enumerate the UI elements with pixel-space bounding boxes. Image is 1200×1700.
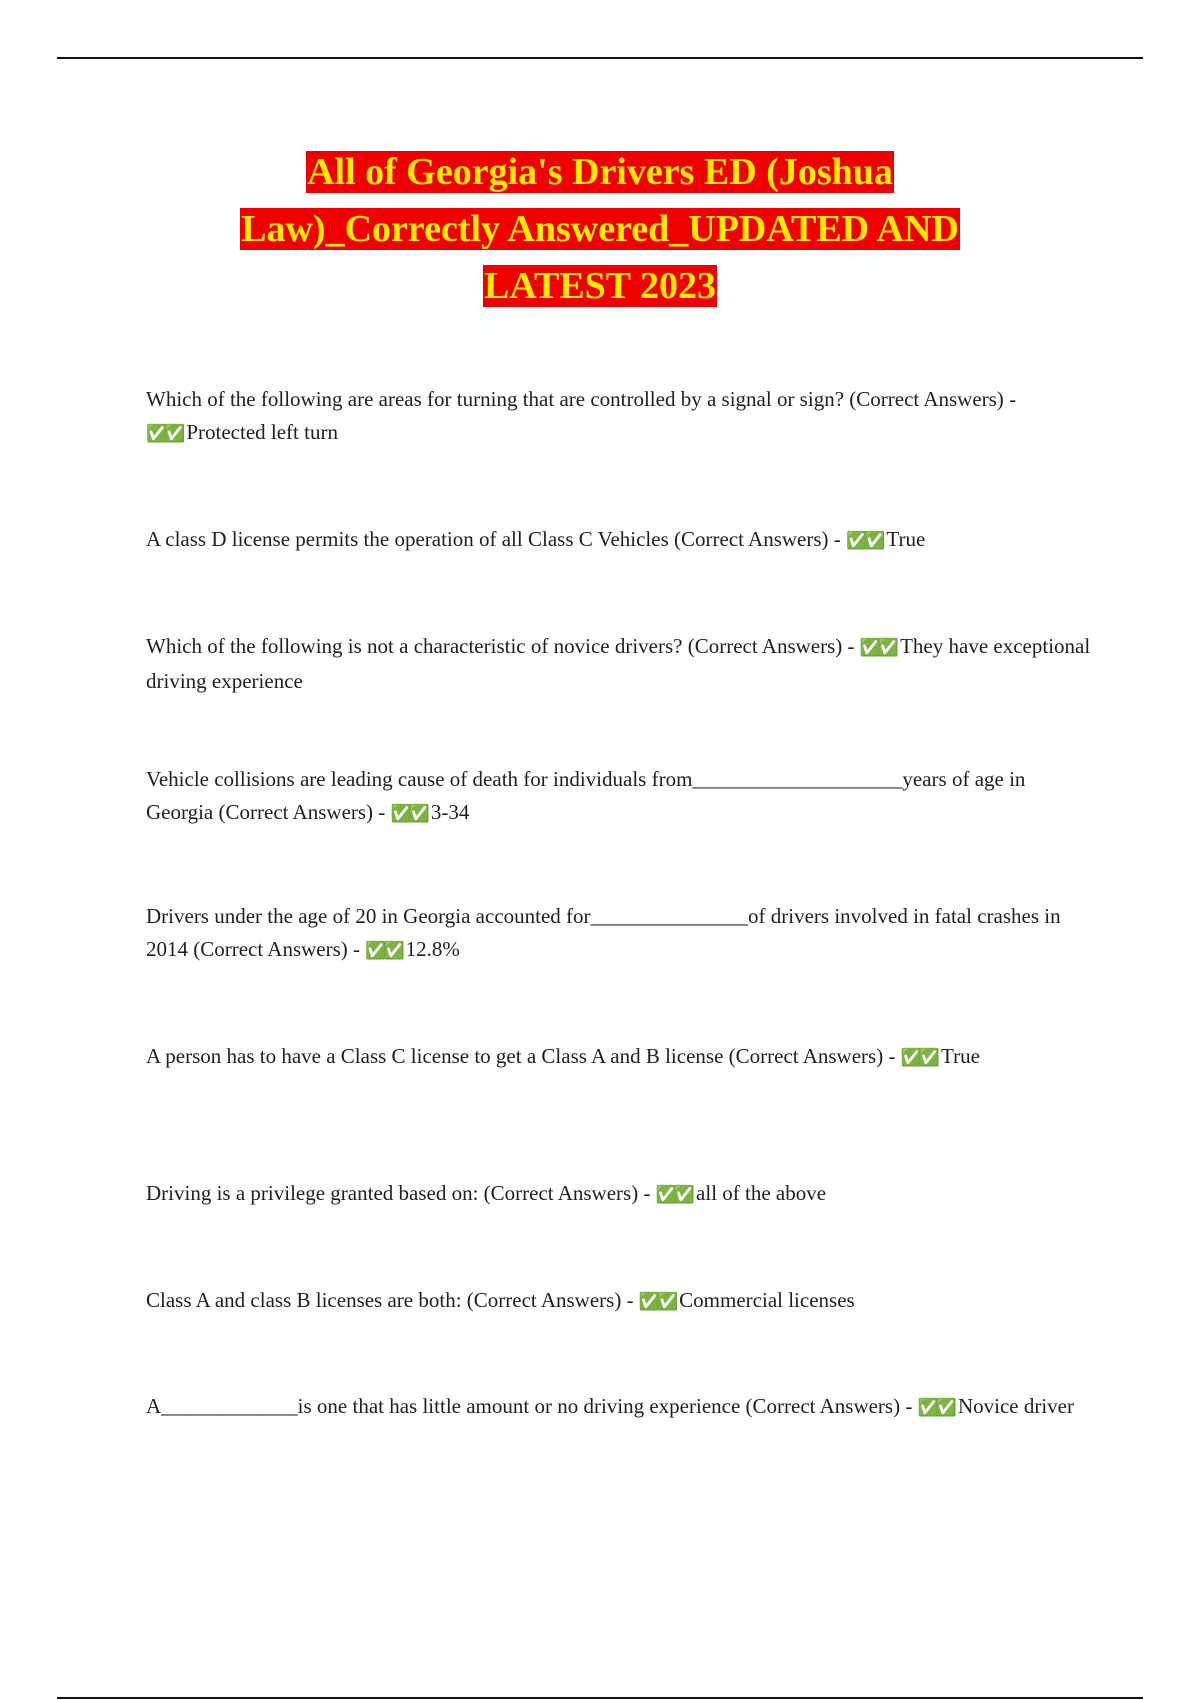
- question-text: Which of the following is not a characteristic of novice drivers? (Correct Answers): [146, 634, 843, 658]
- double-check-icon: ✅✅: [900, 1048, 938, 1068]
- separator: -: [373, 800, 391, 824]
- qa-item-6: [146, 1040, 1096, 1075]
- answer-text: True: [941, 1044, 980, 1068]
- qa-item-8: [146, 1284, 1096, 1319]
- double-check-icon: ✅✅: [146, 424, 183, 444]
- answer-text: True: [886, 527, 926, 551]
- double-check-icon: ✅✅: [859, 638, 897, 658]
- answer-text: Protected left turn: [186, 420, 338, 444]
- answer-text: 12.8%: [405, 937, 460, 961]
- bottom-rule: [57, 1697, 1143, 1699]
- question-text: A person has to have a Class C license to get a Class A and B license (Correct Answers): [146, 1044, 884, 1068]
- qa-item-1: [146, 383, 1096, 451]
- title-line-1: All of Georgia's Drivers ED (Joshua: [307, 151, 893, 193]
- separator: -: [638, 1181, 656, 1205]
- separator: -: [900, 1394, 918, 1418]
- qa-item-5: [146, 900, 1096, 968]
- separator: -: [1003, 387, 1017, 411]
- double-check-icon: ✅✅: [638, 1292, 676, 1312]
- qa-item-9: [146, 1390, 1096, 1425]
- separator: -: [828, 527, 847, 551]
- double-check-icon: ✅✅: [846, 531, 883, 551]
- question-text: Class A and class B licenses are both: (Correct Answers): [146, 1288, 622, 1312]
- question-text: Which of the following are areas for turning that are controlled by a signal or sign? (Correct Answers): [146, 387, 1004, 411]
- top-rule: [57, 57, 1143, 59]
- answer-text: all of the above: [696, 1181, 827, 1205]
- answer-text: They have exceptional driving experience: [146, 634, 1091, 693]
- qa-item-4: [146, 763, 1096, 831]
- answer-text: Novice driver: [957, 1394, 1074, 1418]
- separator: -: [621, 1288, 639, 1312]
- answer-text: 3-34: [430, 800, 470, 824]
- qa-item-7: [146, 1177, 1096, 1212]
- answer-text: Commercial licenses: [679, 1288, 855, 1312]
- question-text: A_____________is one that has little amount or no driving experience (Correct Answers): [146, 1394, 901, 1418]
- separator: -: [883, 1044, 901, 1068]
- double-check-icon: ✅✅: [390, 804, 427, 824]
- separator: -: [347, 937, 366, 961]
- qa-item-2: [146, 523, 1096, 558]
- question-text: A class D license permits the operation of all Class C Vehicles (Correct Answers): [146, 527, 829, 551]
- double-check-icon: ✅✅: [655, 1185, 693, 1205]
- double-check-icon: ✅✅: [917, 1398, 954, 1418]
- double-check-icon: ✅✅: [365, 941, 402, 961]
- title-line-2: Law)_Correctly Answered_UPDATED AND: [241, 208, 959, 250]
- question-text: Drivers under the age of 20 in Georgia accounted for_______________of drivers involved in fatal crashes in 2014 (Correct Answers): [146, 904, 1061, 961]
- question-text: Driving is a privilege granted based on: (Correct Answers): [146, 1181, 639, 1205]
- qa-item-3: [146, 630, 1096, 698]
- document-title: [100, 144, 1100, 315]
- separator: -: [842, 634, 860, 658]
- title-line-3: LATEST 2023: [484, 265, 716, 307]
- question-text: Vehicle collisions are leading cause of death for individuals from____________________years of age in Georgia (Correct Answers): [146, 767, 1026, 824]
